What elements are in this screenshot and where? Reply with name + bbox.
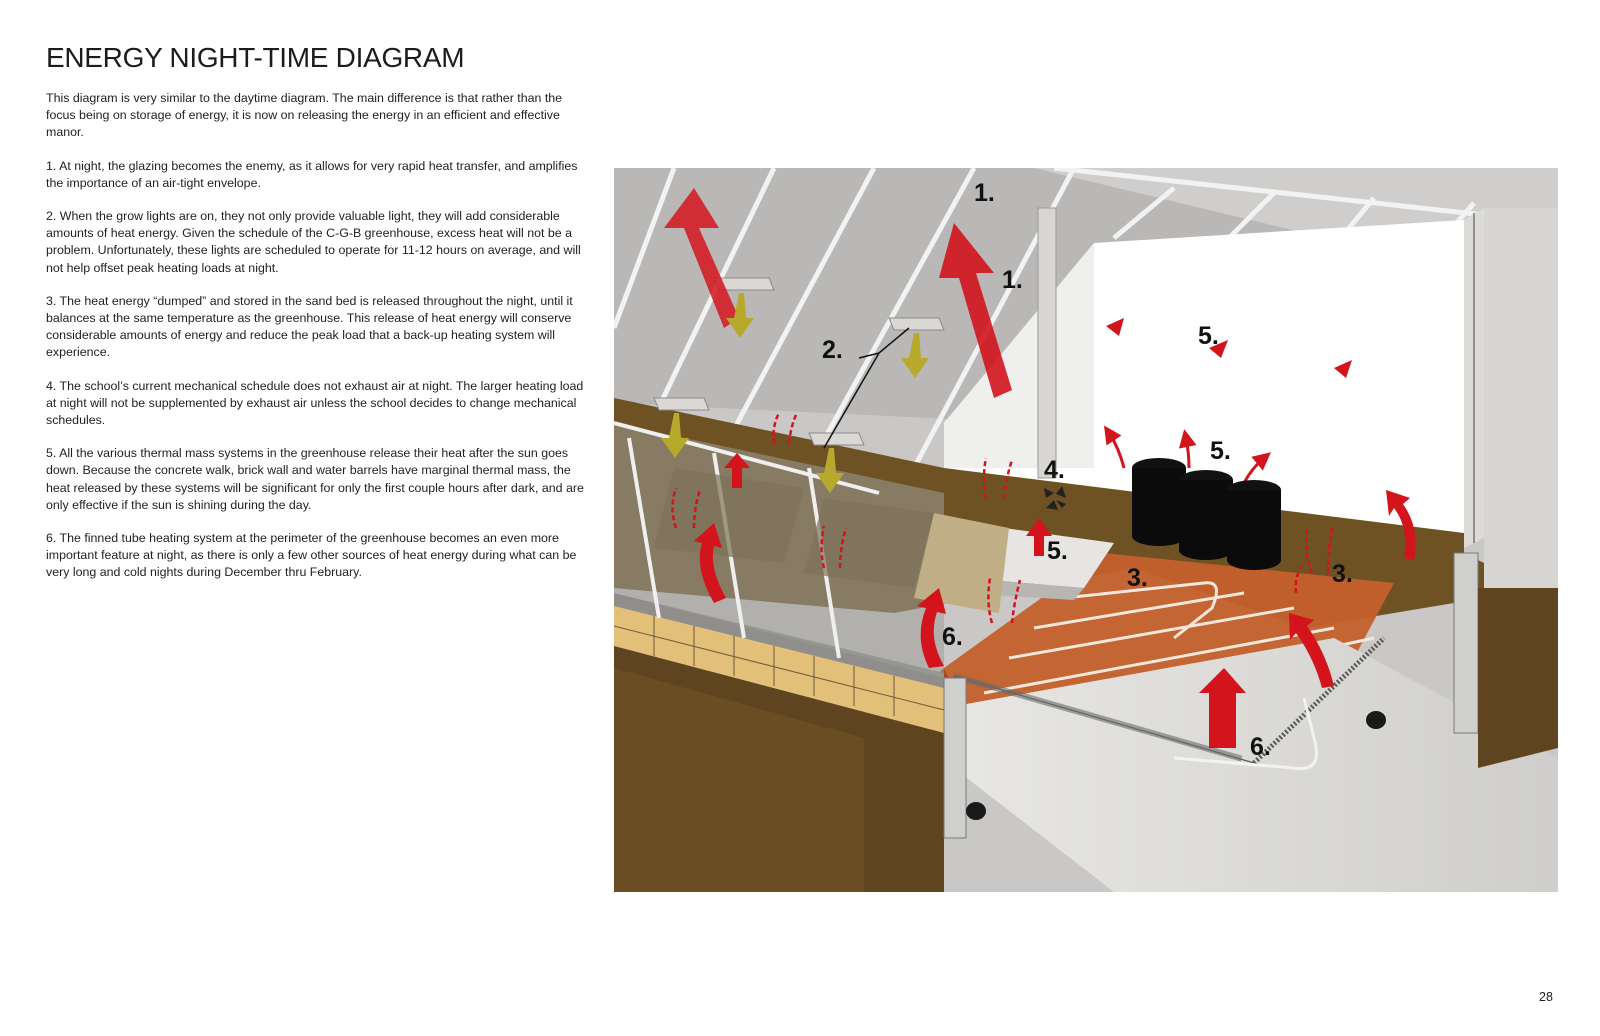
drain-pipe-left — [966, 802, 986, 820]
label-mass-walk: 5. — [1047, 537, 1068, 565]
label-mass-wall: 5. — [1198, 322, 1219, 350]
structural-post — [1038, 208, 1056, 478]
label-sand-bed-b: 3. — [1332, 560, 1353, 588]
label-sand-bed-a: 3. — [1127, 564, 1148, 592]
point-4-paragraph: 4. The school’s current mechanical schedule does not exhaust air at night. The larger heating load at night will not be supplemented by exhaust air unless the school decides to change mechanical schedules. — [46, 378, 584, 428]
foundation-wall-right — [1454, 553, 1478, 733]
label-exhaust: 4. — [1044, 456, 1065, 484]
label-mass-barrels: 5. — [1210, 437, 1231, 465]
label-glazing-1a: 1. — [974, 179, 995, 207]
point-3-paragraph: 3. The heat energy “dumped” and stored in the sand bed is released throughout the night, until it balances at the same temperature as the greenhouse. This release of heat energy will conserve considerable amounts of energy and reduce the peak load that a back-up heating system will experience. — [46, 293, 573, 360]
greenhouse-diagram — [614, 168, 1558, 892]
foundation-wall — [944, 678, 966, 838]
point-2-paragraph: 2. When the grow lights are on, they not only provide valuable light, they will add considerable amounts of heat energy. Given the schedule of the C-G-B greenhouse, excess heat will not be a problem. Unfortunately, these lights are scheduled to operate for 11-12 hours on average, and will not help offset peak heating loads at night. — [46, 209, 581, 275]
description-text — [46, 90, 586, 598]
intro-paragraph: This diagram is very similar to the daytime diagram. The main difference is that rather than the focus being on storage of energy, it is now on releasing the energy in an efficient and effective manor. — [46, 91, 563, 140]
label-glazing-1b: 1. — [1002, 266, 1023, 294]
point-5-paragraph: 5. All the various thermal mass systems in the greenhouse release their heat after the sun goes down. Because the concrete walk, brick wall and water barrels have marginal thermal mass, the heat released by these systems will be significant for only the first couple hours after dark, and are only effective if the sun is shining during the day. — [46, 446, 584, 512]
page-number: 28 — [1539, 990, 1553, 1004]
point-6-paragraph: 6. The finned tube heating system at the perimeter of the greenhouse becomes an even more important feature at night, as there is only a few other sources of heat energy during what can be very long and cold nights during December thru February. — [46, 531, 577, 580]
drain-pipe-right — [1366, 711, 1386, 729]
label-grow-lights: 2. — [822, 336, 843, 364]
label-finned-tube-b: 6. — [1250, 733, 1271, 761]
page-title: ENERGY NIGHT-TIME DIAGRAM — [46, 42, 465, 73]
point-1-paragraph: 1. At night, the glazing becomes the enemy, as it allows for very rapid heat transfer, and amplifies the importance of an air-tight envelope. — [46, 158, 578, 190]
label-finned-tube-a: 6. — [942, 623, 963, 651]
